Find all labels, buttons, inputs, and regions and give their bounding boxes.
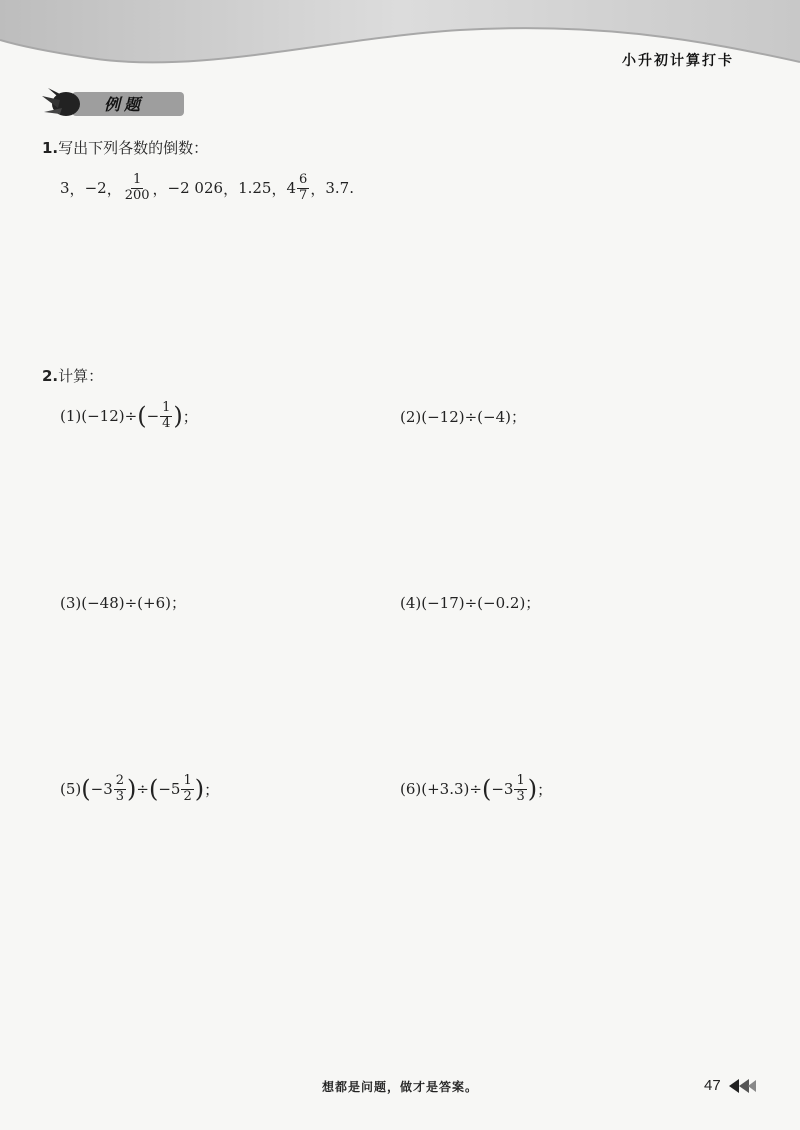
fraction bbox=[181, 774, 193, 804]
divide-operator: ÷ bbox=[136, 780, 149, 798]
question-2-text: 计算： bbox=[58, 367, 104, 385]
right-paren: ) bbox=[194, 775, 205, 803]
fraction-numerator: 1 bbox=[183, 773, 192, 789]
end-mark: . bbox=[349, 179, 354, 197]
fraction-numerator: 2 bbox=[115, 773, 125, 789]
left-paren: ( bbox=[81, 775, 91, 803]
problem-1 bbox=[60, 394, 198, 438]
value-item: 3.7 bbox=[325, 179, 350, 197]
separator: ， bbox=[310, 179, 326, 198]
fraction-denominator: 7 bbox=[299, 187, 308, 203]
pen-nib-icon bbox=[42, 88, 80, 116]
fraction bbox=[114, 774, 126, 804]
separator: ， bbox=[106, 179, 122, 198]
question-2-prompt bbox=[42, 365, 103, 386]
question-2-number: 2. bbox=[42, 367, 59, 385]
left-paren: ( bbox=[148, 775, 159, 803]
problem-6 bbox=[400, 767, 552, 811]
separator: ， bbox=[69, 179, 85, 198]
fraction bbox=[160, 401, 172, 431]
page-number: 47 bbox=[704, 1077, 721, 1094]
badge-label: 例题 bbox=[104, 95, 145, 114]
right-paren: ) bbox=[127, 775, 137, 803]
fraction-denominator: 2 bbox=[183, 788, 192, 804]
double-chevron-left-icon bbox=[727, 1078, 757, 1094]
fraction-numerator: 1 bbox=[516, 773, 525, 789]
header-wave-decoration bbox=[0, 0, 800, 90]
fraction-denominator: 3 bbox=[115, 788, 125, 804]
right-paren: ) bbox=[527, 775, 538, 803]
fraction-numerator: 1 bbox=[132, 172, 142, 188]
separator: ， bbox=[223, 179, 239, 198]
problem-2 bbox=[400, 394, 526, 438]
question-1-values bbox=[60, 168, 354, 208]
left-paren: ( bbox=[137, 402, 147, 430]
problem-text: (1)(−12)÷ bbox=[60, 407, 138, 425]
fraction-denominator: 3 bbox=[516, 788, 525, 804]
fraction bbox=[297, 173, 309, 203]
problem-text: (6)(+3.3)÷ bbox=[400, 780, 482, 798]
value-item: −2 bbox=[84, 179, 107, 197]
right-paren: ) bbox=[173, 402, 183, 430]
fraction-numerator: 1 bbox=[162, 400, 171, 416]
mixed-number-whole: −3 bbox=[90, 780, 113, 798]
value-item: −2 026 bbox=[167, 179, 224, 197]
problem-text: (2)(−12)÷(−4)； bbox=[400, 407, 526, 426]
problem-4 bbox=[400, 580, 540, 624]
mixed-number-whole: 4 bbox=[286, 179, 297, 197]
sign: − bbox=[146, 407, 160, 425]
footer-motto: 想都是问题，做才是答案。 bbox=[321, 1080, 478, 1094]
header-title: 小升初计算打卡 bbox=[622, 53, 734, 69]
question-1-prompt bbox=[42, 137, 208, 158]
problem-3 bbox=[60, 580, 186, 624]
separator: ， bbox=[271, 179, 287, 198]
mixed-number-whole: −3 bbox=[491, 780, 514, 798]
fraction bbox=[123, 173, 152, 203]
problem-5 bbox=[60, 767, 219, 811]
end-mark: ； bbox=[182, 407, 198, 426]
mixed-number-whole: −5 bbox=[158, 780, 181, 798]
fraction-denominator: 200 bbox=[124, 187, 150, 203]
separator: ， bbox=[152, 179, 168, 198]
value-item: 3 bbox=[60, 179, 70, 197]
question-1-number: 1. bbox=[42, 139, 59, 157]
fraction-denominator: 4 bbox=[162, 415, 171, 431]
problem-text: (3)(−48)÷(+6)； bbox=[60, 593, 186, 612]
end-mark: ； bbox=[204, 780, 220, 799]
problem-text: (4)(−17)÷(−0.2)； bbox=[400, 593, 541, 612]
question-1-text: 写出下列各数的倒数： bbox=[58, 139, 209, 157]
fraction bbox=[514, 774, 526, 804]
value-item: 1.25 bbox=[238, 179, 272, 197]
problem-label: (5) bbox=[60, 780, 82, 798]
end-mark: ； bbox=[537, 780, 553, 799]
left-paren: ( bbox=[481, 775, 492, 803]
fraction-numerator: 6 bbox=[299, 172, 308, 188]
